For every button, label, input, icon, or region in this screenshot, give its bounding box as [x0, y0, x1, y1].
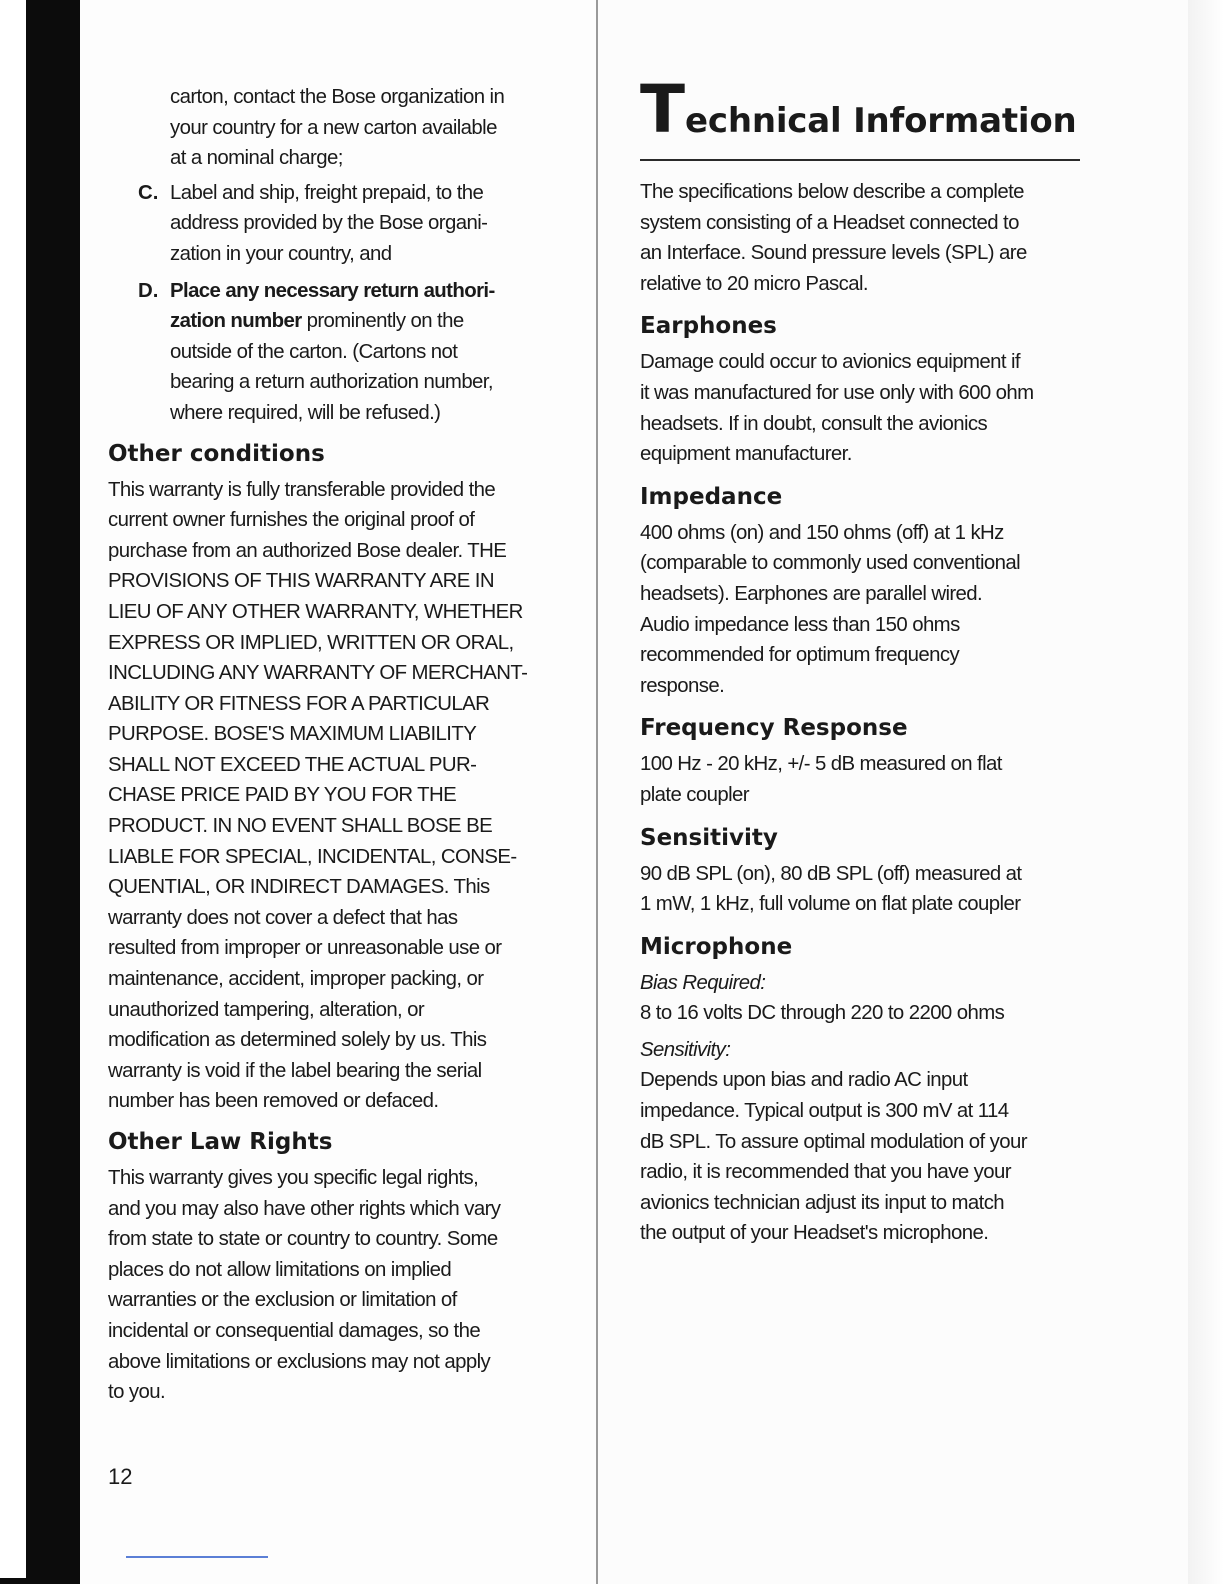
list-item-text [170, 276, 558, 429]
list-marker: C. [138, 181, 159, 204]
section-heading-frequency-response: Frequency Response [640, 715, 908, 742]
section-heading-other-law-rights: Other Law Rights [108, 1129, 333, 1155]
binding-edge [26, 0, 80, 1584]
scan-artifact-line [126, 1556, 268, 1558]
continuation-text: carton, contact the Bose organization in your country for a new carton available at a nominal charge; [170, 86, 505, 170]
section-body-impedance: 400 ohms (on) and 150 ohms (off) at 1 kHz (comparable to commonly used conventional headsets). Earphones are parallel wired. Audio impedance less than 150 ohms recommended for optimum frequency response. [640, 521, 1021, 697]
list-marker: D. [138, 279, 159, 302]
page-title-initial: T [640, 71, 686, 148]
right-column [640, 71, 1080, 1249]
intro-text: The specifications below describe a complete system consisting of a Headset connected to an Interface. Sound pressure levels (SPL) are relative to 20 micro Pascal. [640, 181, 1027, 295]
left-column [108, 82, 558, 1408]
microphone-bias-value: 8 to 16 volts DC through 220 to 2200 ohms [640, 1002, 1005, 1025]
microphone-bias-label: Bias Required: [640, 971, 766, 994]
section-heading-microphone: Microphone [640, 933, 793, 960]
microphone-sensitivity-value: Depends upon bias and radio AC input impedance. Typical output is 300 mV at 114 dB SPL. To assure optimal modulation of your radio, it is recommended that you have your avionics technician adjust its input to match the output of your Headset's microphone. [640, 1069, 1027, 1245]
section-body-sensitivity: 90 dB SPL (on), 80 dB SPL (off) measured at 1 mW, 1 kHz, full volume on flat plate coupler [640, 862, 1022, 916]
page-title-rest: echnical Information [685, 101, 1077, 141]
section-body-earphones: Damage could occur to avionics equipment if it was manufactured for use only with 600 ohm headsets. If in doubt, consult the avionics equipment manufacturer. [640, 351, 1034, 466]
section-heading-impedance: Impedance [640, 483, 783, 510]
list-item-text: Label and ship, freight prepaid, to the address provided by the Bose organi- zation in your country, and [170, 181, 488, 265]
microphone-sensitivity-label: Sensitivity: [640, 1038, 731, 1061]
section-heading-other-conditions: Other conditions [108, 440, 325, 467]
page-title [640, 71, 1080, 161]
section-heading-sensitivity: Sensitivity [640, 824, 778, 851]
list-item-d [138, 276, 558, 429]
page-number: 12 [108, 1464, 133, 1489]
page-edge-shadow [1188, 0, 1224, 1584]
list-item-rest-text: prominently on the outside of the carton. (Cartons not bearing a return authorization number, where required, will be refused.) [170, 310, 493, 424]
list-item-c [138, 178, 558, 270]
binding-edge-foot [0, 1578, 80, 1584]
section-heading-earphones: Earphones [640, 313, 777, 340]
section-body-other-conditions: This warranty is fully transferable provided the current owner furnishes the original proof of purchase from an authorized Bose dealer. THE PROVISIONS OF THIS WARRANTY ARE IN LIEU OF ANY OTHER WARRANTY, WHETHER EXPRESS OR IMPLIED, WRITTEN OR ORAL, INCLUDING ANY WARRANTY OF MERCHANT- ABILITY OR FITNESS FOR A PARTICULAR PURPOSE. BOSE'S MAXIMUM LIABILITY SHALL NOT EXCEED THE ACTUAL PUR- CHASE PRICE PAID BY YOU FOR THE PRODUCT. IN NO EVENT SHALL BOSE BE LIABLE FOR SPECIAL, INCIDENTAL, CONSE- QUENTIAL, OR INDIRECT DAMAGES. This warranty does not cover a defect that has resulted from improper or unreasonable use or maintenance, accident, improper packing, or unauthorized tampering, alteration, or modification as determined solely by us. This warranty is void if the label bearing the serial number has been removed or defaced. [108, 478, 528, 1113]
section-body-frequency-response: 100 Hz - 20 kHz, +/- 5 dB measured on flat plate coupler [640, 753, 1002, 806]
list-item-bold-text: Place any necessary return authori- zation number [170, 279, 495, 333]
section-body-other-law-rights: This warranty gives you specific legal rights, and you may also have other rights which vary from state to state or country to country. Some places do not allow limitations on implied warranties or the exclusion or limitation of incidental or consequential damages, so the above limitations or exclusions may not apply to you. [108, 1167, 501, 1404]
